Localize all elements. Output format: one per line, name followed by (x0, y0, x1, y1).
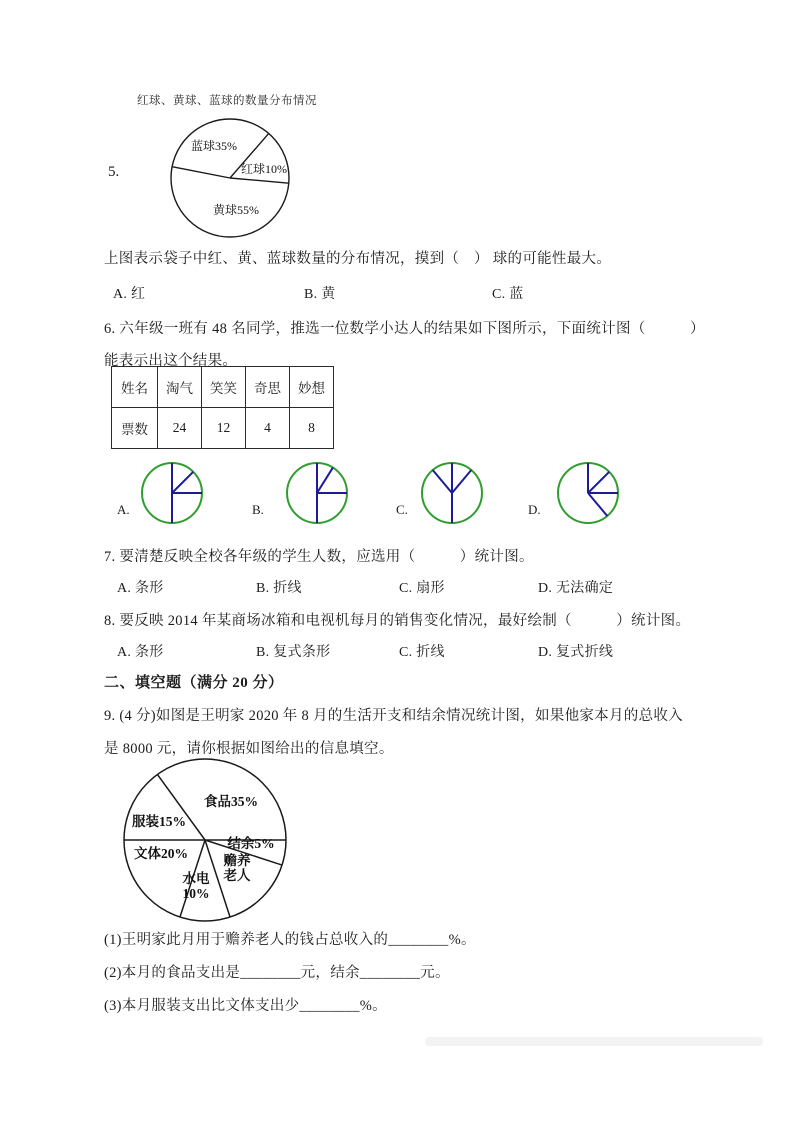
vote-table-cell: 票数 (112, 408, 158, 449)
svg-text:赡养老人: 赡养老人 (223, 853, 251, 883)
q6-stem-line1: 6. 六年级一班有 48 名同学，推选一位数学小达人的结果如下图所示，下面统计图（ ） (104, 321, 705, 337)
q9-blank-3: (3)本月服装支出比文体支出少________%。 (104, 998, 387, 1014)
q6-option-a-pie-icon (138, 459, 206, 527)
vote-table-values-row (112, 408, 334, 449)
svg-text:红球10%: 红球10% (241, 162, 287, 176)
vote-table-cell: 12 (202, 408, 246, 449)
q7-option-c: C. 扇形 (399, 581, 445, 596)
vote-table-cell: 妙想 (290, 367, 334, 408)
svg-text:服装15%: 服装15% (132, 814, 186, 829)
q8-stem: 8. 要反映 2014 年某商场冰箱和电视机每月的销售变化情况，最好绘制（ ）统计图。 (104, 613, 691, 629)
svg-text:结余5%: 结余5% (227, 836, 275, 851)
q5-option-c: C. 蓝 (492, 287, 524, 302)
vote-table-header-row (112, 367, 334, 408)
svg-text:食品35%: 食品35% (204, 794, 258, 809)
q5-item-number: 5. (108, 164, 120, 180)
q9-pie-chart (118, 753, 292, 927)
svg-text:黄球55%: 黄球55% (213, 203, 259, 217)
vote-table-cell: 8 (290, 408, 334, 449)
vote-table-cell: 24 (158, 408, 202, 449)
q6-option-c-letter: C. (396, 502, 408, 517)
q5-stem: 上图表示袋子中红、黄、蓝球数量的分布情况，摸到（ ） 球的可能性最大。 (104, 251, 612, 267)
q9-stem-line2: 是 8000 元，请你根据如图给出的信息填空。 (104, 741, 394, 757)
q7-option-d: D. 无法确定 (538, 581, 614, 596)
q5-pie-chart (162, 112, 298, 248)
q6-option-d-pie-icon (554, 459, 622, 527)
q9-stem-line1: 9. (4 分)如图是王明家 2020 年 8 月的生活开支和结余情况统计图，如果他家本月的总收入 (104, 708, 683, 724)
vote-table (111, 366, 334, 449)
q6-option-c-pie-icon (418, 459, 486, 527)
q7-option-a: A. 条形 (117, 581, 164, 596)
q6-option-b-pie-icon (283, 459, 351, 527)
svg-text:蓝球35%: 蓝球35% (191, 139, 237, 153)
vote-table-cell: 笑笑 (202, 367, 246, 408)
q9-blank-1: (1)王明家此月用于赡养老人的钱占总收入的________%。 (104, 932, 476, 948)
q7-option-b: B. 折线 (256, 581, 302, 596)
q8-option-b: B. 复式条形 (256, 645, 331, 660)
q6-option-b-letter: B. (252, 502, 264, 517)
svg-text:水电10%: 水电 10% (182, 871, 210, 901)
q6-option-a-letter: A. (117, 502, 130, 517)
q9-blank-2: (2)本月的食品支出是________元，结余________元。 (104, 965, 450, 981)
q5-option-b: B. 黄 (304, 287, 336, 302)
vote-table-cell: 姓名 (112, 367, 158, 408)
vote-table-cell: 4 (246, 408, 290, 449)
q8-option-a: A. 条形 (117, 645, 164, 660)
vote-table-cell: 奇思 (246, 367, 290, 408)
section-2-heading: 二、填空题（满分 20 分） (104, 675, 284, 691)
footer-highlight-bar (425, 1037, 763, 1046)
svg-text:文体20%: 文体20% (134, 846, 188, 861)
q7-stem: 7. 要清楚反映全校各年级的学生人数，应选用（ ）统计图。 (104, 549, 534, 565)
q5-option-a: A. 红 (113, 287, 146, 302)
q6-option-d-letter: D. (528, 502, 541, 517)
q8-option-c: C. 折线 (399, 645, 445, 660)
q5-chart-title: 红球、黄球、蓝球的数量分布情况 (137, 95, 317, 107)
q8-option-d: D. 复式折线 (538, 645, 614, 660)
vote-table-cell: 淘气 (158, 367, 202, 408)
q6-stem-line2: 能表示出这个结果。 (104, 353, 238, 369)
